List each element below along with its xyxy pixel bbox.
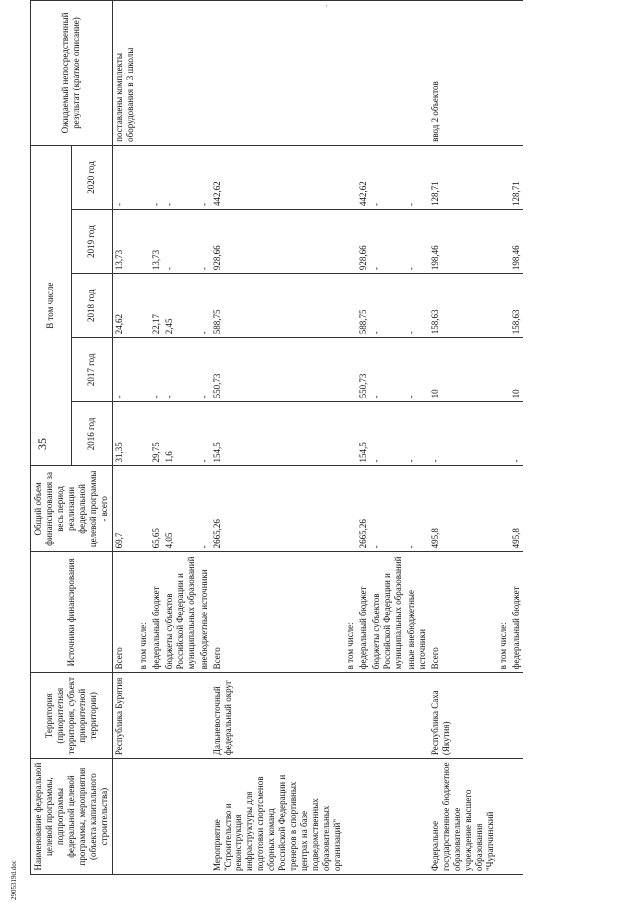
cell-name: [497, 759, 510, 875]
page-mark: ': [326, 4, 328, 12]
cell-2019: -: [163, 210, 198, 274]
cell-2018: -: [370, 274, 405, 338]
cell-2018: 588,75: [357, 274, 370, 338]
cell-result: [357, 1, 370, 146]
cell-territory: [137, 673, 150, 759]
cell-2017: [137, 338, 150, 402]
cell-2018: [137, 274, 150, 338]
cell-total: 4,05: [163, 466, 198, 552]
cell-total: 495,8: [510, 466, 523, 552]
cell-2020: -: [370, 145, 405, 209]
cell-2020: [344, 145, 357, 209]
cell-source: в том числе:: [344, 552, 357, 673]
cell-2019: 198,46: [510, 210, 523, 274]
cell-2018: [344, 274, 357, 338]
header-year-2018: 2018 год: [71, 274, 112, 338]
header-territory: Территория (приоритетная территория, субъект приоритетной территории): [31, 673, 113, 759]
cell-source: бюджеты субъектов Российской Федерации и муниципальных образований: [370, 552, 405, 673]
cell-2019: -: [405, 210, 429, 274]
table-row: [405, 1, 429, 875]
cell-name: [510, 759, 523, 875]
table-header: [31, 1, 113, 875]
cell-2019: 928,66: [357, 210, 370, 274]
cell-2018: -: [198, 274, 211, 338]
cell-total: 495,8: [429, 466, 497, 552]
table-row: [497, 1, 510, 875]
cell-total: 69,7: [112, 466, 136, 552]
cell-2017: 10: [429, 338, 497, 402]
cell-2017: -: [370, 338, 405, 402]
cell-total: [344, 466, 357, 552]
cell-source: федеральный бюджет: [510, 552, 523, 673]
cell-result: ввод 2 объектов: [429, 1, 497, 146]
cell-result: [150, 1, 163, 146]
header-total: Общий объем финансирования за весь период реализации федеральной целевой программы - всего: [31, 466, 113, 552]
cell-result: [405, 1, 429, 146]
cell-result: [163, 1, 198, 146]
financing-table: [30, 0, 523, 875]
cell-2017: -: [150, 338, 163, 402]
header-year-2020: 2020 год: [71, 145, 112, 209]
header-year-2019: 2019 год: [71, 210, 112, 274]
cell-result: [510, 1, 523, 146]
header-sources: Источники финансирования: [31, 552, 113, 673]
table-row: [137, 1, 150, 875]
cell-2017: -: [405, 338, 429, 402]
table-row: [150, 1, 163, 875]
cell-total: [497, 466, 510, 552]
header-year-2016: 2016 год: [71, 402, 112, 466]
cell-2018: 588,75: [211, 274, 345, 338]
cell-2018: 158,63: [429, 274, 497, 338]
cell-source: иные внебюджетные источники: [405, 552, 429, 673]
cell-result: [137, 1, 150, 146]
cell-2020: 128,71: [510, 145, 523, 209]
footer-code: 2905319d.doc: [10, 860, 18, 900]
cell-2018: 22,17: [150, 274, 163, 338]
cell-source: Всего: [112, 552, 136, 673]
cell-2020: 442,62: [357, 145, 370, 209]
cell-territory: [150, 673, 163, 759]
cell-territory: [198, 673, 211, 759]
cell-total: 65,65: [150, 466, 163, 552]
cell-2016: 29,75: [150, 402, 163, 466]
cell-2019: [344, 210, 357, 274]
cell-2016: -: [370, 402, 405, 466]
cell-2019: 198,46: [429, 210, 497, 274]
cell-name: [370, 759, 405, 875]
table-row: [344, 1, 357, 875]
rotated-table-container: [30, 0, 590, 875]
cell-source: федеральный бюджет: [357, 552, 370, 673]
cell-result: [211, 1, 345, 146]
cell-2020: -: [150, 145, 163, 209]
cell-source: в том числе:: [497, 552, 510, 673]
cell-2017: 550,73: [211, 338, 345, 402]
header-result: Ожидаемый непосредственный результат (краткое описание): [31, 1, 113, 146]
cell-2016: 154,5: [357, 402, 370, 466]
cell-result: [198, 1, 211, 146]
cell-2016: -: [429, 402, 497, 466]
cell-2017: -: [112, 338, 136, 402]
cell-result: [497, 1, 510, 146]
cell-name: [357, 759, 370, 875]
cell-2020: -: [198, 145, 211, 209]
cell-total: 2665,26: [357, 466, 370, 552]
cell-source: внебюджетные источники: [198, 552, 211, 673]
cell-name: [344, 759, 357, 875]
cell-2020: 128,71: [429, 145, 497, 209]
cell-source: в том числе:: [137, 552, 150, 673]
cell-source: бюджеты субъектов Российской Федерации и муниципальных образований: [163, 552, 198, 673]
cell-result: поставлены комплекты оборудования в 3 школы: [112, 1, 136, 146]
page-number: 35: [35, 438, 49, 450]
cell-territory: [344, 673, 357, 759]
table-body: [112, 1, 522, 875]
cell-2017: 10: [510, 338, 523, 402]
cell-name: [405, 759, 429, 875]
cell-territory: Республика Саха (Якутия): [429, 673, 497, 759]
cell-2020: -: [405, 145, 429, 209]
cell-total: [137, 466, 150, 552]
cell-2017: 550,73: [357, 338, 370, 402]
cell-2018: -: [405, 274, 429, 338]
cell-total: -: [198, 466, 211, 552]
cell-2018: 24,62: [112, 274, 136, 338]
cell-2017: -: [198, 338, 211, 402]
cell-2020: [137, 145, 150, 209]
cell-source: Всего: [429, 552, 497, 673]
cell-2020: -: [163, 145, 198, 209]
cell-territory: [370, 673, 405, 759]
cell-result: [344, 1, 357, 146]
cell-2016: -: [405, 402, 429, 466]
cell-territory: [510, 673, 523, 759]
table-row: [357, 1, 370, 875]
cell-2016: [137, 402, 150, 466]
cell-2016: 1,6: [163, 402, 198, 466]
cell-2020: -: [112, 145, 136, 209]
table-row: [198, 1, 211, 875]
cell-total: 2665,26: [211, 466, 345, 552]
cell-2019: -: [198, 210, 211, 274]
cell-2018: 2,45: [163, 274, 198, 338]
cell-2019: -: [370, 210, 405, 274]
cell-2017: [497, 338, 510, 402]
header-name: Наименование федеральной целевой программы, подпрограммы федеральной целевой программы, мероприятия (объекта капитального строительства): [31, 759, 113, 875]
table-row: [211, 1, 345, 875]
cell-source: федеральный бюджет: [150, 552, 163, 673]
cell-2018: 158,63: [510, 274, 523, 338]
header-year-2017: 2017 год: [71, 338, 112, 402]
cell-territory: [357, 673, 370, 759]
cell-2016: [497, 402, 510, 466]
table-row: [163, 1, 198, 875]
cell-2019: 13,73: [150, 210, 163, 274]
cell-2016: 31,35: [112, 402, 136, 466]
cell-2020: [497, 145, 510, 209]
cell-2017: -: [163, 338, 198, 402]
cell-territory: [405, 673, 429, 759]
header-including: В том числе: [31, 145, 72, 466]
cell-name: [137, 759, 150, 875]
table-row: [510, 1, 523, 875]
cell-name: [112, 759, 136, 875]
cell-result: [370, 1, 405, 146]
cell-name: [198, 759, 211, 875]
table-row: [370, 1, 405, 875]
cell-2016: -: [198, 402, 211, 466]
cell-territory: Республика Бурятия: [112, 673, 136, 759]
cell-name: Мероприятие "Строительство и реконструкция инфраструктуры для подготовки спортсменов сборных команд Российской Федерации и тренеров в спортивных центрах на базе подведомственных образовательных организаций": [211, 759, 345, 875]
table-row: [429, 1, 497, 875]
cell-2019: [137, 210, 150, 274]
cell-territory: [497, 673, 510, 759]
cell-total: -: [405, 466, 429, 552]
cell-2016: 154,5: [211, 402, 345, 466]
cell-territory: [163, 673, 198, 759]
cell-2016: [344, 402, 357, 466]
cell-2017: [344, 338, 357, 402]
cell-2019: [497, 210, 510, 274]
cell-2019: 13,73: [112, 210, 136, 274]
cell-total: -: [370, 466, 405, 552]
cell-name: [163, 759, 198, 875]
cell-2016: -: [510, 402, 523, 466]
cell-source: Всего: [211, 552, 345, 673]
cell-name: [150, 759, 163, 875]
cell-2019: 928,66: [211, 210, 345, 274]
cell-territory: Дальневосточный федеральный округ: [211, 673, 345, 759]
cell-2020: 442,62: [211, 145, 345, 209]
table-row: [112, 1, 136, 875]
cell-name: Федеральное государственное бюджетное образовательное учреждение высшего образования "Чурапчинский: [429, 759, 497, 875]
cell-2018: [497, 274, 510, 338]
